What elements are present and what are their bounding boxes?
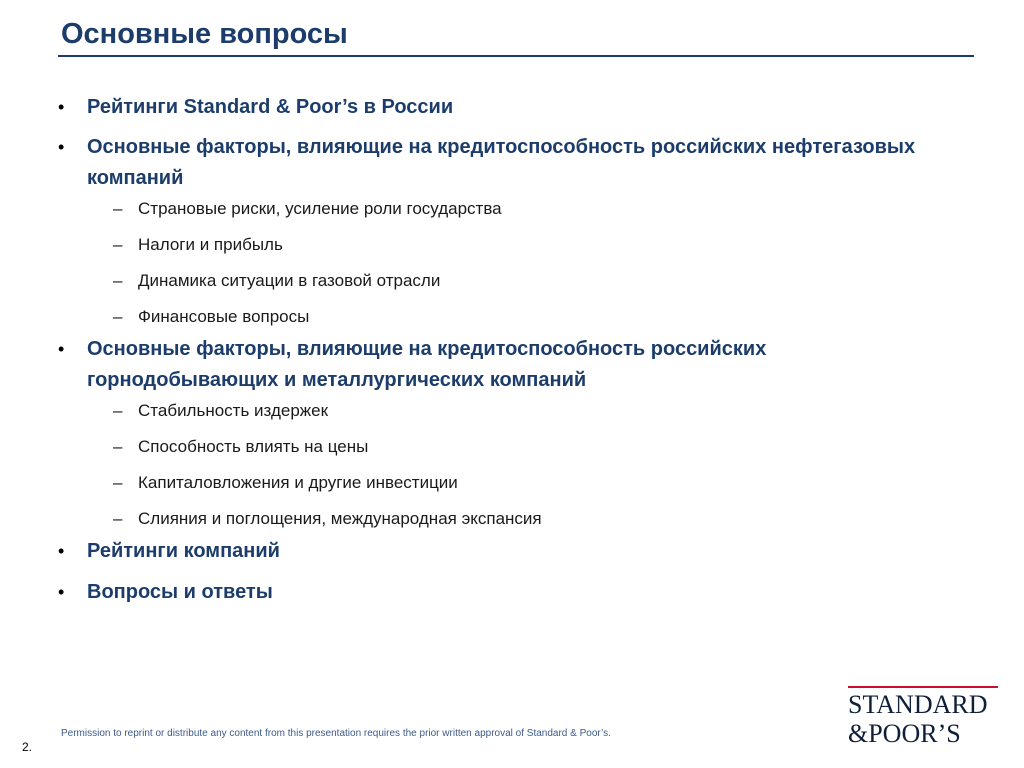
logo-line-standard: STANDARD: [848, 690, 988, 719]
page-number: 2.: [22, 740, 33, 754]
subtopic-gas-industry: – Динамика ситуации в газовой отрасли: [113, 271, 958, 291]
agenda-item-company-ratings: • Рейтинги компаний: [58, 536, 958, 567]
subtopic-country-risk: – Страновые риски, усиление роли государства: [113, 199, 958, 219]
oil-gas-subtopics: [58, 199, 958, 327]
mining-subtopics: [58, 401, 958, 529]
subtopic-mergers-expansion: – Слияния и поглощения, международная экспансия: [113, 509, 958, 529]
standard-poors-logo: [848, 686, 1000, 748]
title-divider: [58, 55, 974, 57]
agenda-item-ratings-russia: • Рейтинги Standard & Poor’s в России: [58, 92, 958, 123]
agenda-item-qa: • Вопросы и ответы: [58, 577, 958, 608]
agenda-list: [58, 92, 958, 608]
subtopic-pricing-power: – Способность влиять на цены: [113, 437, 958, 457]
agenda-item-oil-gas-factors: • Основные факторы, влияющие на кредитоспособность российских нефтегазовых компаний: [58, 132, 958, 194]
subtopic-cost-stability: – Стабильность издержек: [113, 401, 958, 421]
agenda-item-mining-factors: • Основные факторы, влияющие на кредитоспособность российских горнодобывающих и металлургических компаний: [58, 334, 958, 396]
subtopic-capex: – Капиталовложения и другие инвестиции: [113, 473, 958, 493]
copyright-notice: Permission to reprint or distribute any content from this presentation requires the prior written approval of Standard & Poor’s.: [61, 728, 611, 739]
logo-accent-rule: [848, 686, 998, 688]
logo-line-poors: &POOR’S: [848, 719, 961, 748]
subtopic-taxes-profit: – Налоги и прибыль: [113, 235, 958, 255]
slide-title: Основные вопросы: [61, 18, 348, 50]
subtopic-financial-issues: – Финансовые вопросы: [113, 307, 958, 327]
